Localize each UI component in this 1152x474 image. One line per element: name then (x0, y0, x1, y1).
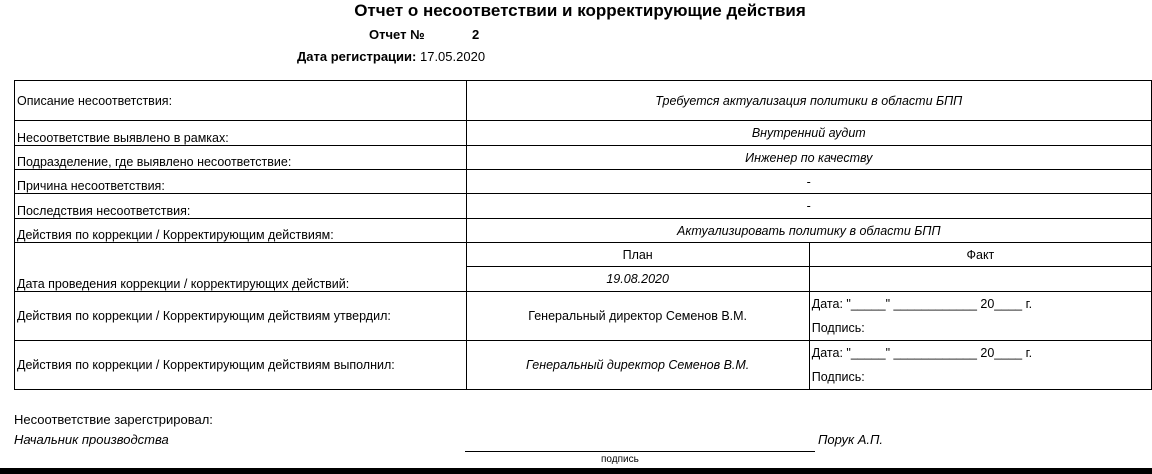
table-row (15, 341, 1152, 390)
executed-date-line: Дата: "_____" ____________ 20____ г. (811, 346, 1033, 360)
department-label: Подразделение, где выявлено несоответствие: (15, 146, 467, 170)
executed-label: Действия по коррекции / Корректирующим действиям выполнил: (15, 341, 467, 390)
registration-date: 17.05.2020 (419, 49, 486, 64)
plan-header: План (466, 243, 809, 267)
fact-date (809, 267, 1151, 292)
approved-sign-label: Подпись: (811, 321, 865, 335)
registration-date-line (297, 49, 485, 64)
consequence-label: Последствия несоответствия: (15, 194, 467, 219)
nonconformity-table (14, 80, 1152, 390)
table-row (15, 194, 1152, 219)
correction-date-label: Дата проведения коррекции / корректирующих действий: (15, 243, 467, 292)
table-row (15, 81, 1152, 121)
department-value: Инженер по качеству (466, 146, 1151, 170)
table-row (15, 243, 1152, 267)
cause-value: - (466, 170, 1151, 194)
cause-label: Причина несоответствия: (15, 170, 467, 194)
registered-by-name: Порук А.П. (818, 432, 884, 447)
report-number-label: Отчет № (369, 27, 425, 42)
table-row (15, 121, 1152, 146)
description-value: Требуется актуализация политики в области БПП (466, 81, 1151, 121)
fact-header: Факт (809, 243, 1151, 267)
table-row (15, 146, 1152, 170)
description-label: Описание несоответствия: (15, 81, 467, 121)
signature-line (465, 451, 815, 452)
executed-sign-label: Подпись: (811, 370, 865, 384)
table-row (15, 292, 1152, 341)
table-row (15, 219, 1152, 243)
plan-date: 19.08.2020 (466, 267, 809, 292)
report-title: Отчет о несоответствии и корректирующие действия (354, 1, 806, 20)
found-in-value: Внутренний аудит (466, 121, 1151, 146)
executed-sign-cell (809, 341, 1151, 390)
bottom-border (0, 468, 1152, 474)
approved-sign-cell (809, 292, 1151, 341)
consequence-value: - (466, 194, 1151, 219)
report-number-line (369, 27, 480, 42)
approved-person: Генеральный директор Семенов В.М. (466, 292, 809, 341)
approved-label: Действия по коррекции / Корректирующим действиям утвердил: (15, 292, 467, 341)
approved-date-line: Дата: "_____" ____________ 20____ г. (811, 297, 1033, 311)
table-row (15, 170, 1152, 194)
registered-by-position: Начальник производства (14, 432, 169, 447)
found-in-label: Несоответствие выявлено в рамках: (15, 121, 467, 146)
executed-person: Генеральный директор Семенов В.М. (466, 341, 809, 390)
registered-by-label: Несоответствие зарегстрировал: (14, 412, 213, 427)
registration-date-label: Дата регистрации: (297, 49, 417, 64)
actions-value: Актуализировать политику в области БПП (466, 219, 1151, 243)
signature-caption: подпись (601, 454, 639, 465)
actions-label: Действия по коррекции / Корректирующим действиям: (15, 219, 467, 243)
report-number: 2 (472, 27, 480, 42)
